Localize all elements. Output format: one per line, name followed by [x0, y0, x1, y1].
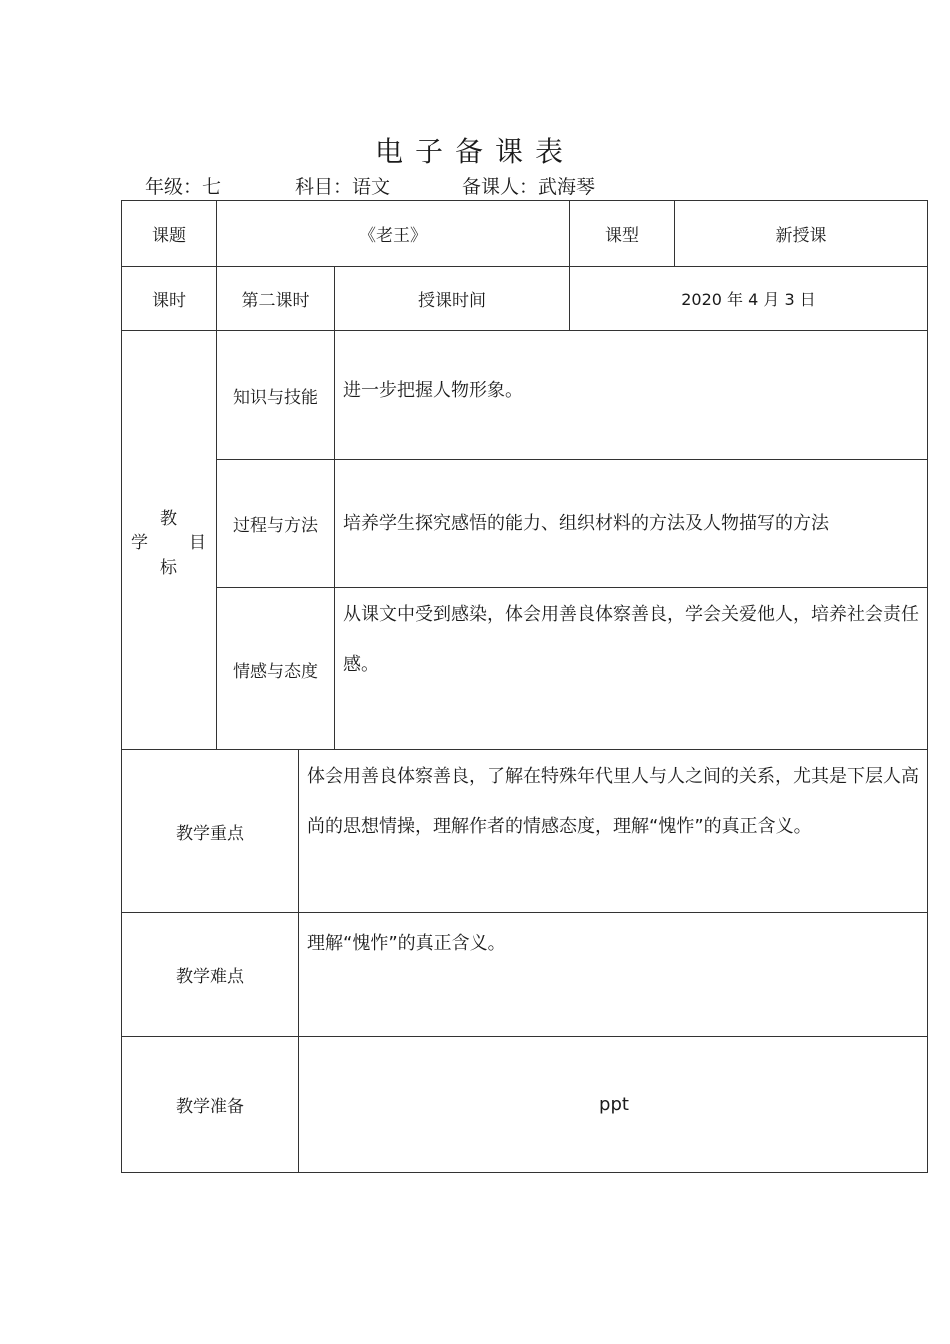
goals-label-char-1: 教 — [160, 509, 177, 529]
emotion-value: 从课文中受到感染，体会用善良体察善良，学会关爱他人，培养社会责任感。 — [334, 587, 928, 750]
key-points-label: 教学重点 — [121, 749, 299, 913]
emotion-label: 情感与态度 — [233, 662, 318, 682]
topic-value: 《老王》 — [216, 200, 570, 267]
period-label: 课时 — [121, 266, 217, 331]
page-title: 电子备课表 — [374, 135, 575, 168]
time-label: 授课时间 — [334, 266, 570, 331]
period-value: 第二课时 — [216, 266, 335, 331]
preparer-field: 备课人：武海琴 — [462, 176, 596, 198]
difficult-points-value: 理解“愧怍”的真正含义。 — [298, 912, 928, 1037]
goals-label-char-2: 学 — [131, 533, 148, 553]
goals-label-char-4: 标 — [160, 558, 177, 578]
preparation-value: ppt — [298, 1036, 928, 1173]
goals-label-char-3: 目 — [189, 533, 206, 553]
knowledge-label: 知识与技能 — [216, 330, 335, 460]
type-label: 课型 — [569, 200, 675, 267]
type-value: 新授课 — [674, 200, 928, 267]
grade-field: 年级：七 — [145, 176, 222, 198]
process-value: 培养学生探究感悟的能力、组织材料的方法及人物描写的方法 — [334, 459, 928, 588]
preparation-label: 教学准备 — [121, 1036, 299, 1173]
topic-label: 课题 — [121, 200, 217, 267]
knowledge-value: 进一步把握人物形象。 — [334, 330, 928, 460]
difficult-points-label: 教学难点 — [121, 912, 299, 1037]
process-label: 过程与方法 — [216, 459, 335, 588]
key-points-value: 体会用善良体察善良，了解在特殊年代里人与人之间的关系，尤其是下层人高尚的思想情操，理解作者的情感态度，理解“愧怍”的真正含义。 — [298, 749, 928, 913]
time-value: 2020 年 4 月 3 日 — [569, 266, 928, 331]
subject-field: 科目：语文 — [295, 176, 391, 198]
